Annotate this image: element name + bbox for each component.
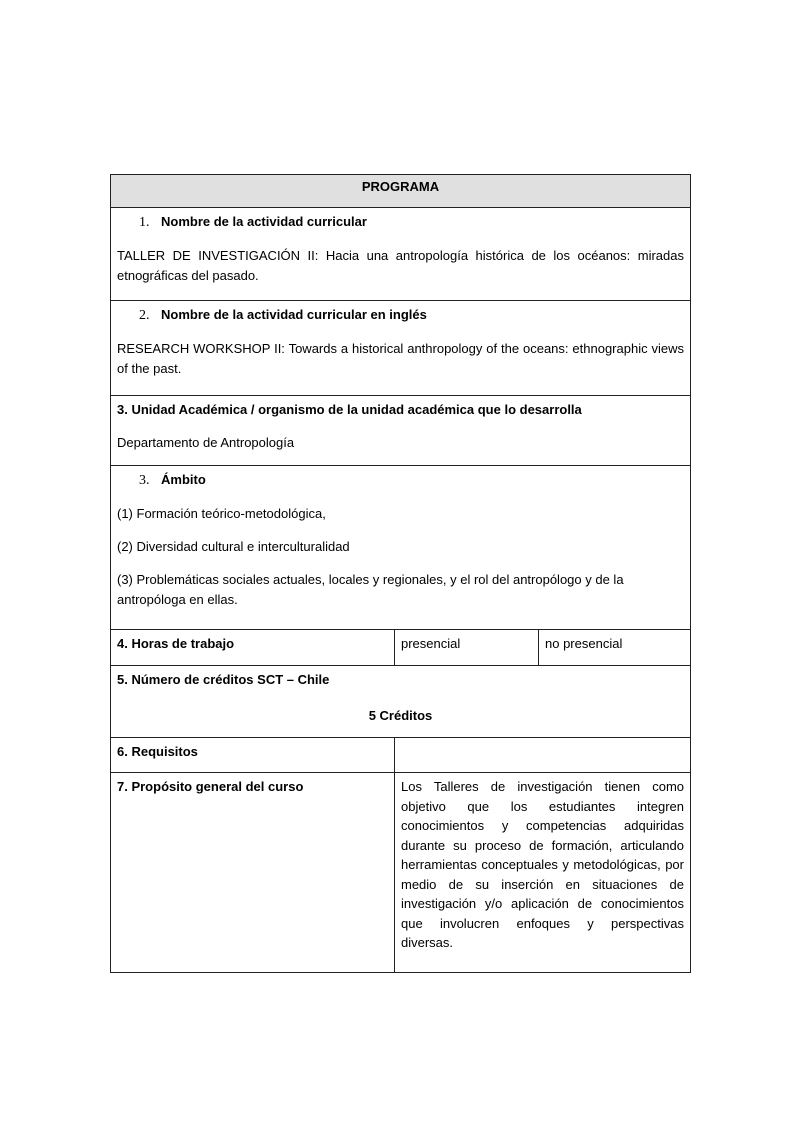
general-purpose-value: Los Talleres de investigación tienen como objetivo que los estudiantes integren conocimientos y competencias adquiridas durante su proceso de formación, articulando herramientas conceptuales y metodológicas, por medio de su inserción en situaciones de investigación y/o aplicación de conocimientos que involucren enfoques y perspectivas diversas. [395, 773, 691, 973]
section-number: 2. [139, 308, 150, 323]
scope-item: (3) Problemáticas sociales actuales, locales y regionales, y el rol del antropólogo y de la antropóloga en ellas. [117, 572, 624, 607]
section-number: 3. [139, 473, 150, 488]
requirements-value [395, 738, 691, 773]
academic-unit-value: Departamento de Antropología [117, 435, 295, 450]
credits-value: 5 Créditos [368, 708, 433, 723]
section-title: 4. Horas de trabajo [111, 630, 395, 666]
activity-name-value: TALLER DE INVESTIGACIÓN II: Hacia una antropología histórica de los océanos: miradas etnográficas del pasado. [117, 248, 684, 283]
section-scope [111, 466, 691, 630]
section-work-hours [111, 630, 691, 666]
section-title: 5. Número de créditos SCT – Chile [117, 672, 330, 687]
activity-name-english-value: RESEARCH WORKSHOP II: Towards a historical anthropology of the oceans: ethnographic views of the past. [117, 341, 684, 376]
section-title: 7. Propósito general del curso [111, 773, 395, 973]
section-title: 6. Requisitos [111, 738, 395, 773]
program-table [110, 174, 691, 973]
section-activity-name [111, 208, 691, 301]
section-title: 3. Unidad Académica / organismo de la unidad académica que lo desarrolla [117, 402, 582, 417]
table-header: PROGRAMA [111, 175, 691, 208]
section-number: 1. [139, 215, 150, 230]
hours-presencial: presencial [395, 630, 539, 666]
section-title: Ámbito [161, 472, 206, 487]
section-requirements [111, 738, 691, 773]
section-title: Nombre de la actividad curricular [161, 214, 367, 229]
header-row [111, 175, 691, 208]
section-activity-name-english [111, 301, 691, 396]
section-credits [111, 666, 691, 738]
section-academic-unit [111, 396, 691, 466]
section-title: Nombre de la actividad curricular en inglés [161, 307, 427, 322]
scope-item: (1) Formación teórico-metodológica, [117, 506, 326, 521]
hours-no-presencial: no presencial [539, 630, 691, 666]
scope-item: (2) Diversidad cultural e interculturalidad [117, 539, 350, 554]
section-general-purpose [111, 773, 691, 973]
